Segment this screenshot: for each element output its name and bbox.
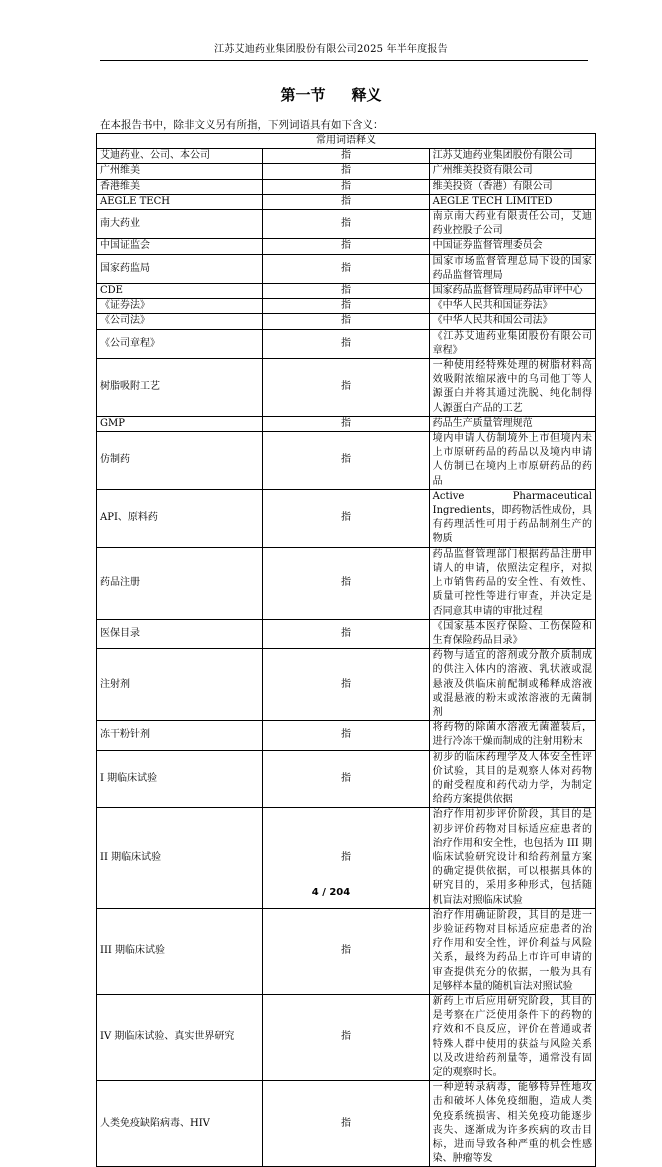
separator-cell: 指 (263, 994, 429, 1080)
definition-cell: AEGLE TECH LIMITED (429, 194, 595, 209)
intro-text: 在本报告书中，除非文义另有所指，下列词语具有如下含义： (100, 119, 384, 131)
separator-cell: 指 (263, 908, 429, 994)
section-title (0, 86, 662, 104)
term-cell: IV 期临床试验、真实世界研究 (97, 994, 263, 1080)
table-caption-row (97, 134, 596, 149)
table-caption: 常用词语释义 (97, 134, 596, 149)
definition-cell: 国家药品监督管理局药品审评中心 (429, 284, 595, 299)
definition-cell: 药品监督管理部门根据药品注册申请人的申请，依照法定程序，对拟上市销售药品的安全性、有效性、质量可控性等进行审查，并决定是否同意其申请的审批过程 (429, 547, 595, 619)
term-cell: 人类免疫缺陷病毒、HIV (97, 1081, 263, 1167)
definition-cell: 一种使用经特殊处理的树脂材料高效吸附浓缩尿液中的乌司他丁等人源蛋白并将其通过洗脱、纯化制得人源蛋白产品的工艺 (429, 359, 595, 417)
definition-cell: 《中华人民共和国公司法》 (429, 314, 595, 329)
definition-cell: 药品生产质量管理规范 (429, 416, 595, 431)
separator-cell: 指 (263, 416, 429, 431)
term-cell: 树脂吸附工艺 (97, 359, 263, 417)
separator-cell: 指 (263, 239, 429, 254)
term-cell: 广州维美 (97, 164, 263, 179)
running-header: 江苏艾迪药业集团股份有限公司2025 年半年度报告 (214, 44, 448, 55)
term-cell: CDE (97, 284, 263, 299)
definition-cell: 新药上市后应用研究阶段，其目的是考察在广泛使用条件下的药物的疗效和不良反应，评价在普通或者特殊人群中使用的获益与风险关系以及改进给药剂量等，通常没有固定的观察时长。 (429, 994, 595, 1080)
definition-cell: 《国家基本医疗保险、工伤保险和生育保险药品目录》 (429, 619, 595, 648)
term-cell: II 期临床试验 (97, 808, 263, 908)
definition-cell: 江苏艾迪药业集团股份有限公司 (429, 149, 595, 164)
separator-cell: 指 (263, 149, 429, 164)
separator-cell: 指 (263, 432, 429, 490)
page-number: 4 / 204 (311, 887, 351, 898)
term-cell: AEGLE TECH (97, 194, 263, 209)
definition-cell: 境内申请人仿制境外上市但境内未上市原研药品的药品以及境内申请人仿制已在境内上市原研药品的药品 (429, 432, 595, 490)
separator-cell: 指 (263, 489, 429, 547)
definition-cell: 《中华人民共和国证券法》 (429, 299, 595, 314)
separator-cell: 指 (263, 194, 429, 209)
table-row (97, 721, 596, 750)
term-cell: 《证券法》 (97, 299, 263, 314)
table-row (97, 547, 596, 619)
header-rule (100, 60, 588, 61)
section-name: 释义 (351, 86, 382, 104)
term-cell: 仿制药 (97, 432, 263, 490)
table-row (97, 239, 596, 254)
table-row (97, 750, 596, 808)
separator-cell: 指 (263, 547, 429, 619)
term-cell: 艾迪药业、公司、本公司 (97, 149, 263, 164)
definitions-table (96, 133, 596, 1167)
term-cell: I 期临床试验 (97, 750, 263, 808)
term-cell: 注射剂 (97, 649, 263, 721)
table-row (97, 649, 596, 721)
definition-cell: 国家市场监督管理总局下设的国家药品监督管理局 (429, 254, 595, 283)
table-row (97, 1081, 596, 1167)
definitions-table-wrapper (96, 133, 596, 1167)
definition-cell: 治疗作用确证阶段，其目的是进一步验证药物对目标适应症患者的治疗作用和安全性，评价利益与风险关系，最终为药品上市许可申请的审查提供充分的依据，一般为具有足够样本量的随机盲法对照试验 (429, 908, 595, 994)
term-cell: III 期临床试验 (97, 908, 263, 994)
section-number: 第一节 (280, 86, 326, 104)
separator-cell: 指 (263, 164, 429, 179)
term-cell: GMP (97, 416, 263, 431)
table-row (97, 359, 596, 417)
table-row (97, 314, 596, 329)
definition-cell: 初步的临床药理学及人体安全性评价试验，其目的是观察人体对药物的耐受程度和药代动力学，为制定给药方案提供依据 (429, 750, 595, 808)
table-row (97, 299, 596, 314)
term-cell: 国家药监局 (97, 254, 263, 283)
table-row (97, 619, 596, 648)
separator-cell: 指 (263, 359, 429, 417)
separator-cell: 指 (263, 179, 429, 194)
term-cell: 医保目录 (97, 619, 263, 648)
separator-cell: 指 (263, 750, 429, 808)
table-row (97, 489, 596, 547)
table-row (97, 416, 596, 431)
table-row (97, 254, 596, 283)
term-cell: 香港维美 (97, 179, 263, 194)
term-cell: 中国证监会 (97, 239, 263, 254)
definition-cell: 将药物的除菌水溶液无菌灌装后，进行冷冻干燥而制成的注射用粉末 (429, 721, 595, 750)
definition-cell: 一种逆转录病毒，能够特异性地攻击和破坏人体免疫细胞，造成人类免疫系统损害、相关免疫功能逐步丧失、逐渐成为许多疾病的攻击目标，进而导致各种严重的机会性感染、肿瘤等发 (429, 1081, 595, 1167)
table-row (97, 149, 596, 164)
term-cell: 《公司法》 (97, 314, 263, 329)
definition-cell: 中国证券监督管理委员会 (429, 239, 595, 254)
definition-cell: 维美投资（香港）有限公司 (429, 179, 595, 194)
term-cell: 药品注册 (97, 547, 263, 619)
separator-cell: 指 (263, 808, 429, 908)
term-cell: 南大药业 (97, 210, 263, 239)
table-row (97, 164, 596, 179)
table-row (97, 284, 596, 299)
term-cell: API、原料药 (97, 489, 263, 547)
separator-cell: 指 (263, 284, 429, 299)
separator-cell: 指 (263, 314, 429, 329)
table-row (97, 994, 596, 1080)
term-cell: 《公司章程》 (97, 329, 263, 358)
table-row (97, 432, 596, 490)
separator-cell: 指 (263, 299, 429, 314)
definition-cell: 广州维美投资有限公司 (429, 164, 595, 179)
separator-cell: 指 (263, 210, 429, 239)
definition-cell: 治疗作用初步评价阶段，其目的是初步评价药物对目标适应症患者的治疗作用和安全性，也包括为 III 期临床试验研究设计和给药剂量方案的确定提供依据，可以根据具体的研究目的，采用多种形式，包括随机盲法对照临床试验 (429, 808, 595, 908)
table-row (97, 908, 596, 994)
table-row (97, 194, 596, 209)
separator-cell: 指 (263, 619, 429, 648)
definition-cell: 南京南大药业有限责任公司，艾迪药业控股子公司 (429, 210, 595, 239)
separator-cell: 指 (263, 649, 429, 721)
separator-cell: 指 (263, 329, 429, 358)
table-row (97, 329, 596, 358)
definition-cell: 药物与适宜的溶剂或分散介质制成的供注入体内的溶液、乳状液或混悬液及供临床前配制或稀释成溶液或混悬液的粉末或浓溶液的无菌制剂 (429, 649, 595, 721)
separator-cell: 指 (263, 254, 429, 283)
table-row (97, 210, 596, 239)
separator-cell: 指 (263, 721, 429, 750)
definition-cell: 《江苏艾迪药业集团股份有限公司章程》 (429, 329, 595, 358)
definition-cell: Active Pharmaceutical Ingredients，即药物活性成份，具有药理活性可用于药品制剂生产的物质 (429, 489, 595, 547)
separator-cell: 指 (263, 1081, 429, 1167)
term-cell: 冻干粉针剂 (97, 721, 263, 750)
table-row (97, 179, 596, 194)
